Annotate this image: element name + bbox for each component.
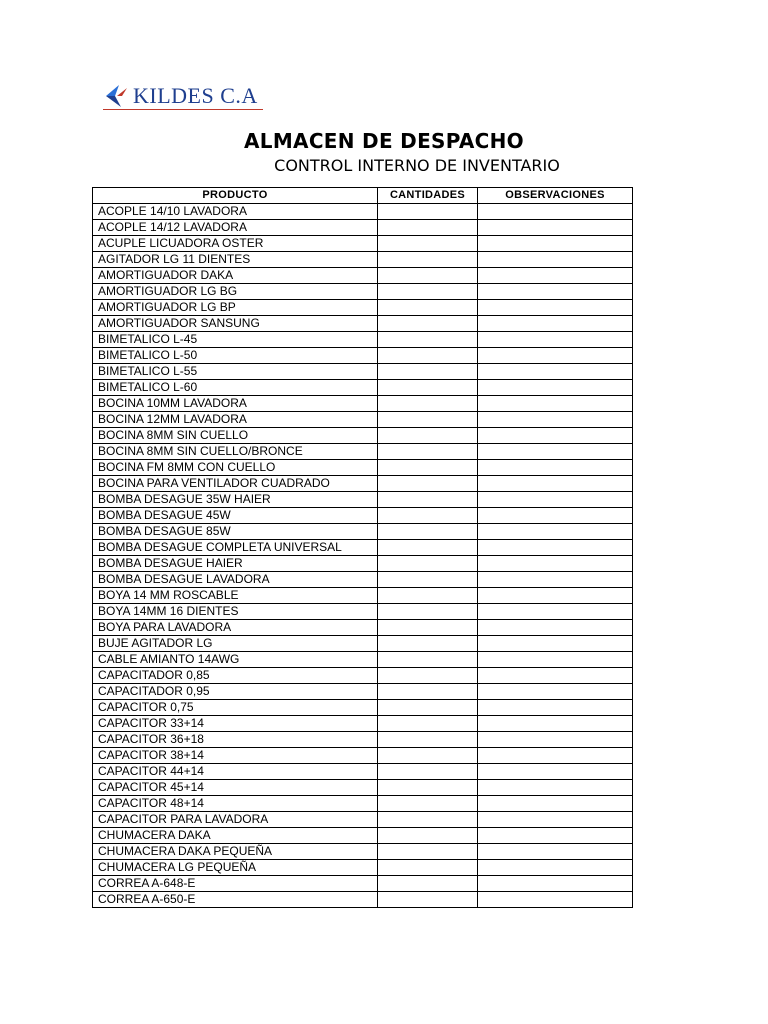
cell-cantidades [378, 428, 478, 444]
cell-producto: BOMBA DESAGUE 35W HAIER [93, 492, 378, 508]
inventory-table [92, 187, 633, 908]
cell-producto: CAPACITOR 36+18 [93, 732, 378, 748]
table-row [93, 284, 633, 300]
cell-cantidades [378, 204, 478, 220]
cell-producto: CAPACITOR 38+14 [93, 748, 378, 764]
table-row [93, 652, 633, 668]
cell-cantidades [378, 876, 478, 892]
table-row [93, 412, 633, 428]
cell-cantidades [378, 508, 478, 524]
cell-producto: BOYA PARA LAVADORA [93, 620, 378, 636]
inventory-table-body [93, 204, 633, 908]
cell-cantidades [378, 316, 478, 332]
cell-observaciones [478, 300, 633, 316]
table-row [93, 364, 633, 380]
column-header-observaciones: OBSERVACIONES [478, 188, 633, 204]
table-row [93, 492, 633, 508]
cell-observaciones [478, 428, 633, 444]
cell-observaciones [478, 380, 633, 396]
table-row [93, 332, 633, 348]
cell-observaciones [478, 204, 633, 220]
table-row [93, 764, 633, 780]
table-row [93, 860, 633, 876]
cell-cantidades [378, 780, 478, 796]
cell-producto: AMORTIGUADOR SANSUNG [93, 316, 378, 332]
page-subtitle [0, 155, 768, 177]
cell-cantidades [378, 732, 478, 748]
cell-producto: AMORTIGUADOR DAKA [93, 268, 378, 284]
cell-cantidades [378, 652, 478, 668]
cell-producto: ACUPLE LICUADORA OSTER [93, 236, 378, 252]
cell-observaciones [478, 572, 633, 588]
cell-cantidades [378, 604, 478, 620]
column-header-cantidades: CANTIDADES [378, 188, 478, 204]
table-row [93, 300, 633, 316]
table-row [93, 220, 633, 236]
cell-observaciones [478, 220, 633, 236]
table-row [93, 428, 633, 444]
cell-observaciones [478, 700, 633, 716]
cell-observaciones [478, 684, 633, 700]
cell-cantidades [378, 684, 478, 700]
cell-producto: CAPACITOR 44+14 [93, 764, 378, 780]
cell-observaciones [478, 652, 633, 668]
table-header-row [93, 188, 633, 204]
cell-cantidades [378, 476, 478, 492]
cell-producto: AMORTIGUADOR LG BP [93, 300, 378, 316]
cell-cantidades [378, 540, 478, 556]
cell-observaciones [478, 892, 633, 908]
cell-observaciones [478, 796, 633, 812]
table-row [93, 604, 633, 620]
cell-cantidades [378, 764, 478, 780]
cell-producto: CORREA A-648-E [93, 876, 378, 892]
cell-cantidades [378, 396, 478, 412]
cell-producto: BOMBA DESAGUE 45W [93, 508, 378, 524]
cell-producto: BOCINA PARA VENTILADOR CUADRADO [93, 476, 378, 492]
cell-observaciones [478, 556, 633, 572]
cell-producto: CAPACITOR 48+14 [93, 796, 378, 812]
cell-producto: ACOPLE 14/12 LAVADORA [93, 220, 378, 236]
table-row [93, 876, 633, 892]
cell-producto: BOCINA 12MM LAVADORA [93, 412, 378, 428]
table-row [93, 748, 633, 764]
cell-producto: AGITADOR LG 11 DIENTES [93, 252, 378, 268]
cell-observaciones [478, 268, 633, 284]
table-row [93, 508, 633, 524]
cell-producto: ACOPLE 14/10 LAVADORA [93, 204, 378, 220]
cell-producto: BOMBA DESAGUE COMPLETA UNIVERSAL [93, 540, 378, 556]
cell-observaciones [478, 780, 633, 796]
cell-producto: CAPACITADOR 0,95 [93, 684, 378, 700]
cell-producto: CAPACITOR PARA LAVADORA [93, 812, 378, 828]
cell-observaciones [478, 764, 633, 780]
cell-observaciones [478, 332, 633, 348]
cell-producto: CAPACITADOR 0,85 [93, 668, 378, 684]
logo-text: KILDES C.A [133, 83, 258, 108]
cell-observaciones [478, 316, 633, 332]
cell-cantidades [378, 556, 478, 572]
table-row [93, 588, 633, 604]
cell-observaciones [478, 492, 633, 508]
cell-producto: AMORTIGUADOR LG BG [93, 284, 378, 300]
cell-cantidades [378, 268, 478, 284]
kildes-logo-mark-icon [103, 83, 129, 109]
cell-producto: BOYA 14 MM ROSCABLE [93, 588, 378, 604]
cell-cantidades [378, 892, 478, 908]
cell-producto: CHUMACERA DAKA [93, 828, 378, 844]
table-row [93, 476, 633, 492]
cell-cantidades [378, 620, 478, 636]
table-row [93, 380, 633, 396]
cell-observaciones [478, 540, 633, 556]
cell-producto: BOMBA DESAGUE LAVADORA [93, 572, 378, 588]
cell-producto: BOCINA 10MM LAVADORA [93, 396, 378, 412]
cell-cantidades [378, 716, 478, 732]
cell-producto: BOCINA FM 8MM CON CUELLO [93, 460, 378, 476]
cell-cantidades [378, 284, 478, 300]
cell-observaciones [478, 604, 633, 620]
cell-cantidades [378, 844, 478, 860]
cell-cantidades [378, 444, 478, 460]
table-row [93, 348, 633, 364]
cell-producto: CHUMACERA LG PEQUEÑA [93, 860, 378, 876]
cell-observaciones [478, 348, 633, 364]
cell-observaciones [478, 716, 633, 732]
subtitle-text: CONTROL INTERNO DE INVENTARIO [274, 156, 560, 175]
column-header-producto: PRODUCTO [93, 188, 378, 204]
table-row [93, 460, 633, 476]
cell-cantidades [378, 748, 478, 764]
cell-observaciones [478, 588, 633, 604]
table-row [93, 828, 633, 844]
cell-cantidades [378, 668, 478, 684]
cell-observaciones [478, 396, 633, 412]
cell-cantidades [378, 236, 478, 252]
cell-cantidades [378, 860, 478, 876]
table-row [93, 316, 633, 332]
table-row [93, 700, 633, 716]
cell-observaciones [478, 732, 633, 748]
cell-cantidades [378, 636, 478, 652]
cell-producto: BOMBA DESAGUE 85W [93, 524, 378, 540]
cell-observaciones [478, 844, 633, 860]
cell-producto: BIMETALICO L-50 [93, 348, 378, 364]
cell-cantidades [378, 812, 478, 828]
cell-cantidades [378, 332, 478, 348]
cell-cantidades [378, 300, 478, 316]
cell-observaciones [478, 476, 633, 492]
page-title: ALMACEN DE DESPACHO [244, 129, 524, 153]
table-row [93, 524, 633, 540]
cell-cantidades [378, 700, 478, 716]
cell-producto: BOMBA DESAGUE HAIER [93, 556, 378, 572]
cell-observaciones [478, 812, 633, 828]
cell-producto: BUJE AGITADOR LG [93, 636, 378, 652]
cell-producto: CAPACITOR 0,75 [93, 700, 378, 716]
cell-observaciones [478, 876, 633, 892]
cell-producto: BOCINA 8MM SIN CUELLO/BRONCE [93, 444, 378, 460]
cell-observaciones [478, 444, 633, 460]
table-row [93, 892, 633, 908]
cell-observaciones [478, 668, 633, 684]
cell-producto: CHUMACERA DAKA PEQUEÑA [93, 844, 378, 860]
cell-observaciones [478, 284, 633, 300]
cell-cantidades [378, 412, 478, 428]
cell-cantidades [378, 364, 478, 380]
cell-observaciones [478, 236, 633, 252]
cell-observaciones [478, 860, 633, 876]
cell-observaciones [478, 508, 633, 524]
cell-cantidades [378, 492, 478, 508]
table-row [93, 236, 633, 252]
table-row [93, 444, 633, 460]
cell-observaciones [478, 748, 633, 764]
cell-producto: CAPACITOR 33+14 [93, 716, 378, 732]
cell-producto: BOYA 14MM 16 DIENTES [93, 604, 378, 620]
table-row [93, 636, 633, 652]
cell-producto: BIMETALICO L-60 [93, 380, 378, 396]
cell-producto: BIMETALICO L-55 [93, 364, 378, 380]
cell-cantidades [378, 828, 478, 844]
cell-observaciones [478, 828, 633, 844]
table-row [93, 540, 633, 556]
table-row [93, 556, 633, 572]
cell-producto: BOCINA 8MM SIN CUELLO [93, 428, 378, 444]
cell-producto: BIMETALICO L-45 [93, 332, 378, 348]
cell-observaciones [478, 252, 633, 268]
logo-underline [103, 109, 263, 110]
table-row [93, 732, 633, 748]
company-logo [103, 82, 258, 110]
table-row [93, 396, 633, 412]
table-row [93, 572, 633, 588]
cell-cantidades [378, 348, 478, 364]
cell-observaciones [478, 620, 633, 636]
cell-cantidades [378, 220, 478, 236]
cell-cantidades [378, 460, 478, 476]
table-row [93, 716, 633, 732]
table-row [93, 844, 633, 860]
table-row [93, 684, 633, 700]
cell-observaciones [478, 524, 633, 540]
table-row [93, 620, 633, 636]
cell-cantidades [378, 572, 478, 588]
table-row [93, 812, 633, 828]
cell-cantidades [378, 796, 478, 812]
table-row [93, 780, 633, 796]
cell-cantidades [378, 524, 478, 540]
cell-observaciones [478, 636, 633, 652]
cell-producto: CORREA A-650-E [93, 892, 378, 908]
cell-cantidades [378, 588, 478, 604]
cell-cantidades [378, 380, 478, 396]
cell-observaciones [478, 412, 633, 428]
table-row [93, 204, 633, 220]
table-row [93, 668, 633, 684]
table-row [93, 796, 633, 812]
cell-observaciones [478, 460, 633, 476]
table-row [93, 268, 633, 284]
cell-cantidades [378, 252, 478, 268]
table-row [93, 252, 633, 268]
cell-producto: CABLE AMIANTO 14AWG [93, 652, 378, 668]
cell-producto: CAPACITOR 45+14 [93, 780, 378, 796]
cell-observaciones [478, 364, 633, 380]
